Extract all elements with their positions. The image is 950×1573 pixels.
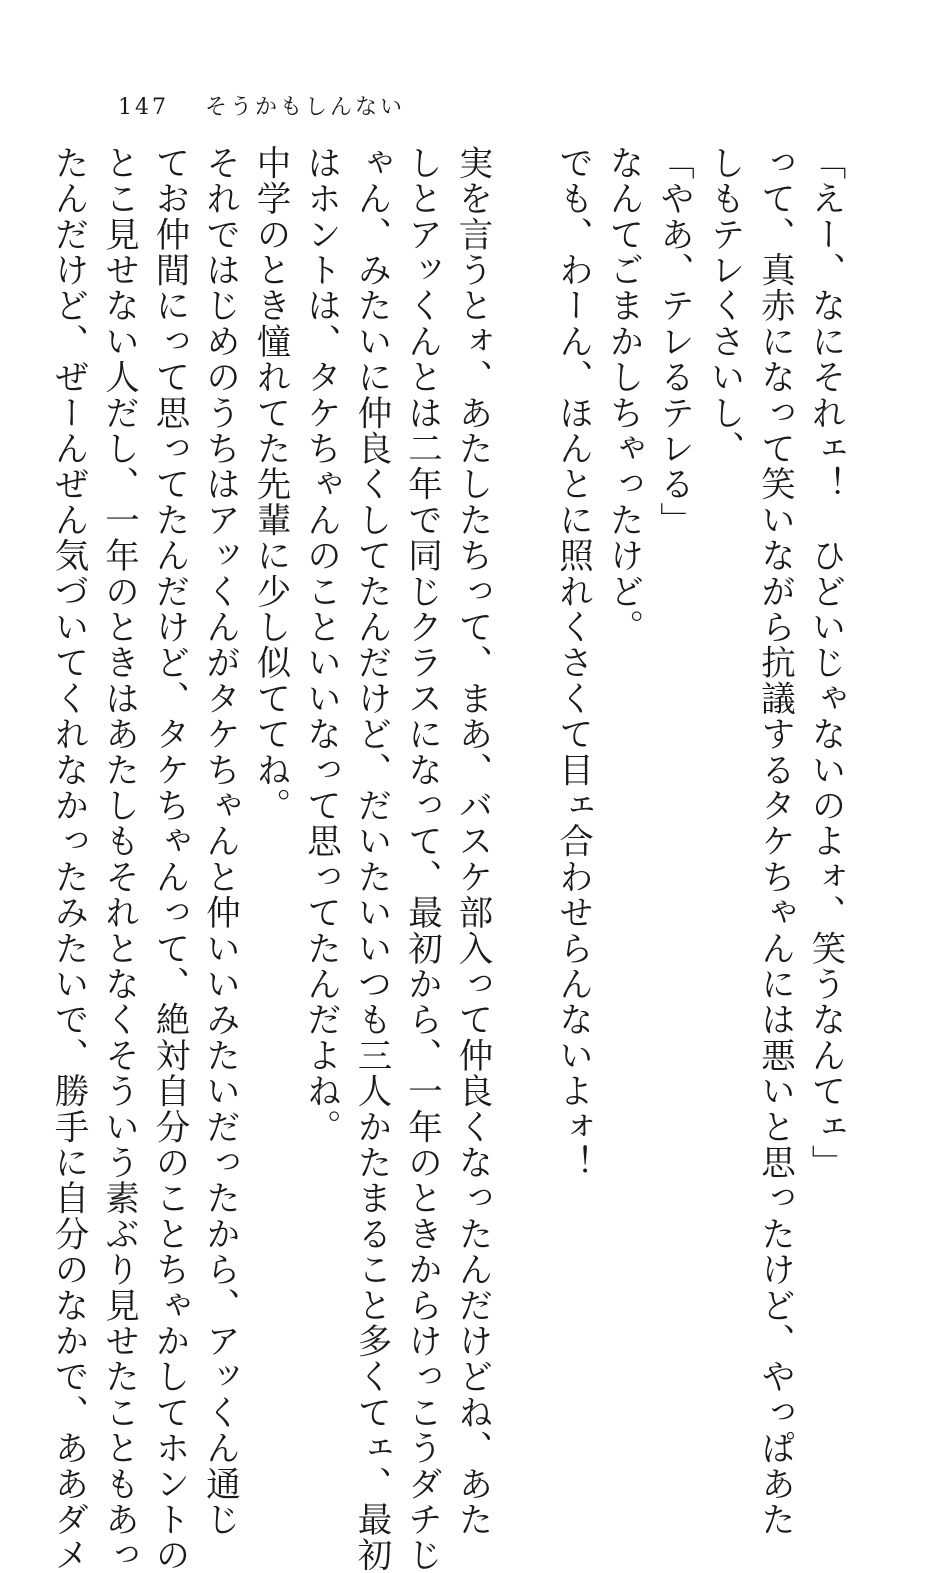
text-line: てお仲間にって思ってたんだけど、タケちゃんって、絶対自分のことちゃかしてホントの bbox=[149, 145, 189, 1573]
page-header bbox=[118, 90, 405, 121]
text-line: でも、わーん、ほんとに照れくさくて目ェ合わせらんないよォ！ bbox=[552, 145, 593, 1181]
text-line: それではじめのうちはアッくんがタケちゃんと仲いいみたいだったから、アッくん通じ bbox=[199, 145, 240, 1538]
text-line: しとアッくんとは二年で同じクラスになって、最初から、一年のときからけっこうダチじ bbox=[401, 145, 442, 1573]
text-line: なんてごまかしちゃったけど。 bbox=[603, 145, 643, 645]
text-line: とこ見せない人だし、一年のときはあたしもそれとなくそういう素ぶり見せたこともあっ bbox=[98, 145, 139, 1573]
section-break bbox=[497, 145, 547, 1285]
text-line: って、真赤になって笑いながら抗議するタケちゃんには悪いと思ったけど、やっぱあた bbox=[754, 145, 795, 1538]
text-line: たんだけど、ぜーんぜん気づいてくれなかったみたいで、勝手に自分のなかで、ああダメ bbox=[48, 145, 88, 1573]
text-line: はホントは、タケちゃんのこといいなって思ってたんだよね。 bbox=[300, 145, 341, 1145]
text-line: 実を言うとォ、あたしたちって、まあ、バスケ部入って仲良くなったんだけどね、あた bbox=[452, 145, 492, 1538]
text-line: ゃん、みたいに仲良くしてたんだけど、だいたいいつも三人かたまること多くてェ、最初 bbox=[351, 145, 391, 1573]
text-line: 「やあ、テレるテレる」 bbox=[653, 145, 694, 538]
vertical-text-body bbox=[48, 145, 850, 1573]
text-line: 中学のとき憧れてた先輩に少し似ててね。 bbox=[250, 145, 290, 824]
text-line: 「えー、なにそれェ！ ひどいじゃないのよォ、笑うなんてェ」 bbox=[805, 145, 845, 1181]
text-line: しもテレくさいし、 bbox=[704, 145, 744, 467]
page-number: 147 bbox=[118, 95, 169, 120]
running-title: そうかもしんない bbox=[205, 95, 406, 120]
